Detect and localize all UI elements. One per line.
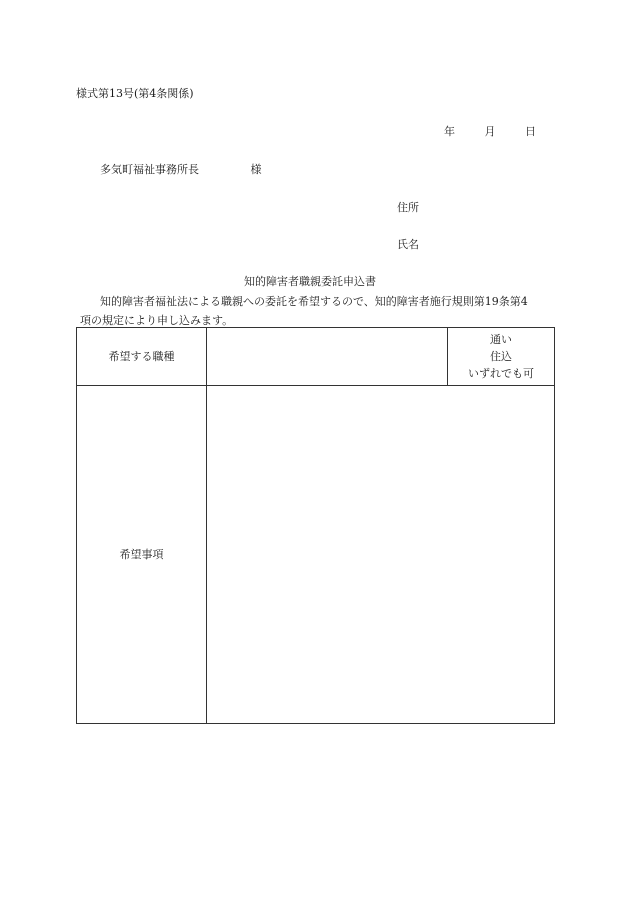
date-month-label: 月 xyxy=(484,125,496,138)
form-number: 様式第13号(第4条関係) xyxy=(76,87,194,100)
date-line xyxy=(444,123,536,139)
commute-type-options xyxy=(448,328,555,386)
applicant-name-label: 氏名 xyxy=(397,238,419,251)
date-year-label: 年 xyxy=(444,125,455,138)
date-day-label: 日 xyxy=(525,125,536,138)
requests-field[interactable] xyxy=(207,386,555,724)
desired-job-label: 希望する職種 xyxy=(77,328,207,386)
requests-label: 希望事項 xyxy=(77,386,207,724)
table-row-requests xyxy=(77,386,555,724)
commute-option-live-in: 住込 xyxy=(490,350,512,363)
recipient-line xyxy=(100,161,262,177)
commute-option-either: いずれでも可 xyxy=(468,367,534,380)
document-title: 知的障害者職親委託申込書 xyxy=(244,275,376,288)
document-body-line-2: 項の規定により申し込みます。 xyxy=(80,314,234,327)
desired-job-field[interactable] xyxy=(207,328,448,386)
document-body-line-1: 知的障害者福祉法による職親への委託を希望するので、知的障害者施行規則第19条第4 xyxy=(100,295,528,308)
recipient-honorific: 様 xyxy=(250,163,262,176)
applicant-address-label: 住所 xyxy=(397,201,419,214)
commute-option-commute: 通い xyxy=(490,333,512,346)
table-row-desired-job xyxy=(77,328,555,386)
application-table xyxy=(76,327,555,724)
recipient-name: 多気町福祉事務所長 xyxy=(100,163,199,176)
